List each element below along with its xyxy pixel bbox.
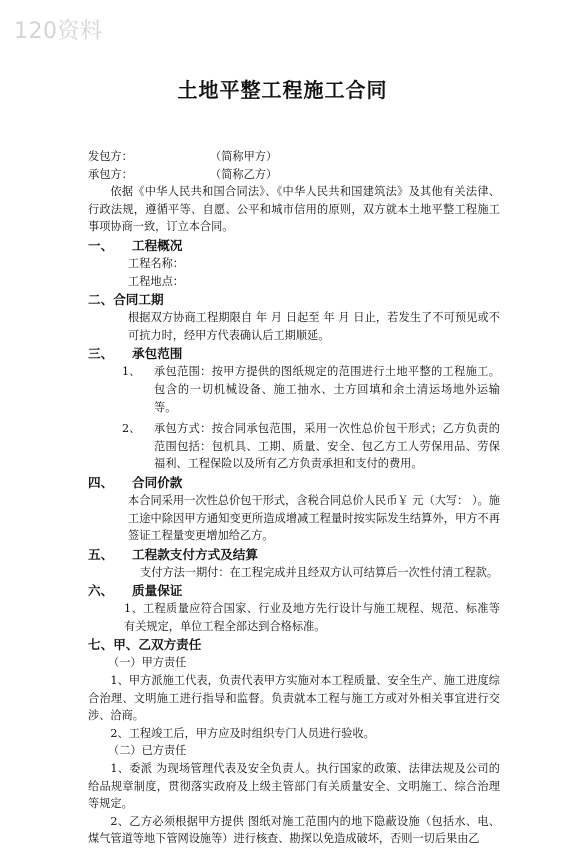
section-3-heading — [88, 344, 500, 363]
section-3-item-2-number: 2、 — [122, 422, 141, 436]
section-2-heading — [88, 290, 500, 309]
section-6-title: 质量保证 — [132, 583, 183, 599]
employer-note: （简称甲方） — [210, 150, 278, 163]
contractor-label: 承包方： — [88, 167, 133, 181]
section-4-number: 四、 — [88, 474, 114, 490]
section-1-number: 一、 — [88, 237, 114, 253]
watermark: 120资料 — [14, 19, 103, 44]
section-6-text: 1、工程质量应符合国家、行业及地方先行设计与施工规程、规范、标准等有关规定，单位工程全部达到合格标准。 — [124, 602, 500, 633]
section-6-heading — [88, 581, 500, 600]
section-3-number: 三、 — [88, 346, 114, 362]
section-7-a1: 1、甲方派施工代表，负责代表甲方实施对本工程质量、安全生产、施工进度综合治理、文明施工进行指导和监督。负责就本工程与施工方或对外相关事宜进行交涉、洽商。 — [88, 674, 500, 723]
section-5-title: 工程款支付方式及结算 — [132, 546, 258, 562]
section-7-b1: 1、委派 为现场管理代表及安全负责人。执行国家的政策、法律法规及公司的给品规章制度，贯彻落实政府及上级主管部门有关质量安全、文明施工、综合治理等规定。 — [88, 762, 500, 811]
section-3-item-2-text: 承包方式：按合同承包范围，采用一次性总价包干形式；乙方负责的范围包括：包机具、工期、质量、安全、包乙方工人劳保用品、劳保福利、工程保险以及所有乙方负责承担和支付的费用。 — [154, 422, 500, 471]
employer-line — [88, 148, 500, 166]
section-1-title: 工程概况 — [132, 237, 183, 253]
section-7-sub-2: （二）已方责任 — [108, 744, 187, 758]
intro-paragraph: 依据《中华人民共和国合同法》、《中华人民共和国建筑法》及其他有关法律、行政法规，遵循平等、自愿、公平和城市信用的原则，双方就本土地平整工程施工事项协商一致，订立本合同。 — [88, 185, 500, 234]
section-5-heading — [88, 545, 500, 564]
section-2-number: 二、 — [88, 292, 114, 308]
employer-label: 发包方： — [88, 150, 133, 163]
document-body — [88, 148, 500, 848]
section-2-title: 合同工期 — [113, 292, 164, 308]
section-4-title: 合同价款 — [132, 474, 183, 490]
section-5-number: 五、 — [88, 546, 114, 562]
section-3-title: 承包范围 — [132, 346, 183, 362]
section-3-item-1 — [88, 363, 500, 416]
section-5-text: 支付方法一期付：在工程完成并且经双方认可结算后一次性付清工程款。 — [140, 565, 499, 579]
section-7-heading: 七、甲、乙双方责任 — [88, 637, 202, 653]
section-3-item-2 — [88, 420, 500, 473]
section-7-b2: 2、乙方必须根据甲方提供 图纸对施工范围内的地下隐蔽设施（包括水、电、煤气管道等地下管网设施等）进行核查、勘探以免造成破坏，否则一切后果由乙 — [88, 814, 500, 846]
project-name-label: 工程名称： — [128, 256, 184, 270]
contractor-line — [88, 166, 500, 184]
section-3-item-1-text: 承包范围：按甲方提供的图纸规定的范围进行土地平整的工程施工。包含的一切机械设备、施工抽水、土方回填和余土清运场地外运输等。 — [154, 365, 500, 414]
contractor-note: （简称乙方） — [210, 167, 278, 181]
section-4-heading — [88, 473, 500, 492]
project-site-label: 工程地点： — [128, 274, 184, 288]
section-3-item-1-number: 1、 — [122, 365, 141, 379]
section-7-a2: 2、工程竣工后，甲方应及时组织专门人员进行验收。 — [110, 726, 375, 740]
section-1-heading — [88, 236, 500, 255]
section-2-text: 根据双方协商工程期限自 年 月 日起至 年 月 日止，若发生了不可预见或不可抗力时，经甲方代表确认后工期顺延。 — [128, 311, 500, 342]
section-6-number: 六、 — [88, 583, 114, 599]
section-7-sub-1: （一）甲方责任 — [108, 656, 187, 670]
section-4-text: 本合同采用一次性总价包干形式，含税合同总价人民币￥ 元（大写： ）。施工途中除因甲方通知变更所造成增减工程量时按实际发生结算外，甲方不再签证工程量变更增加给乙方。 — [128, 493, 500, 543]
document-title: 土地平整工程施工合同 — [177, 78, 388, 102]
